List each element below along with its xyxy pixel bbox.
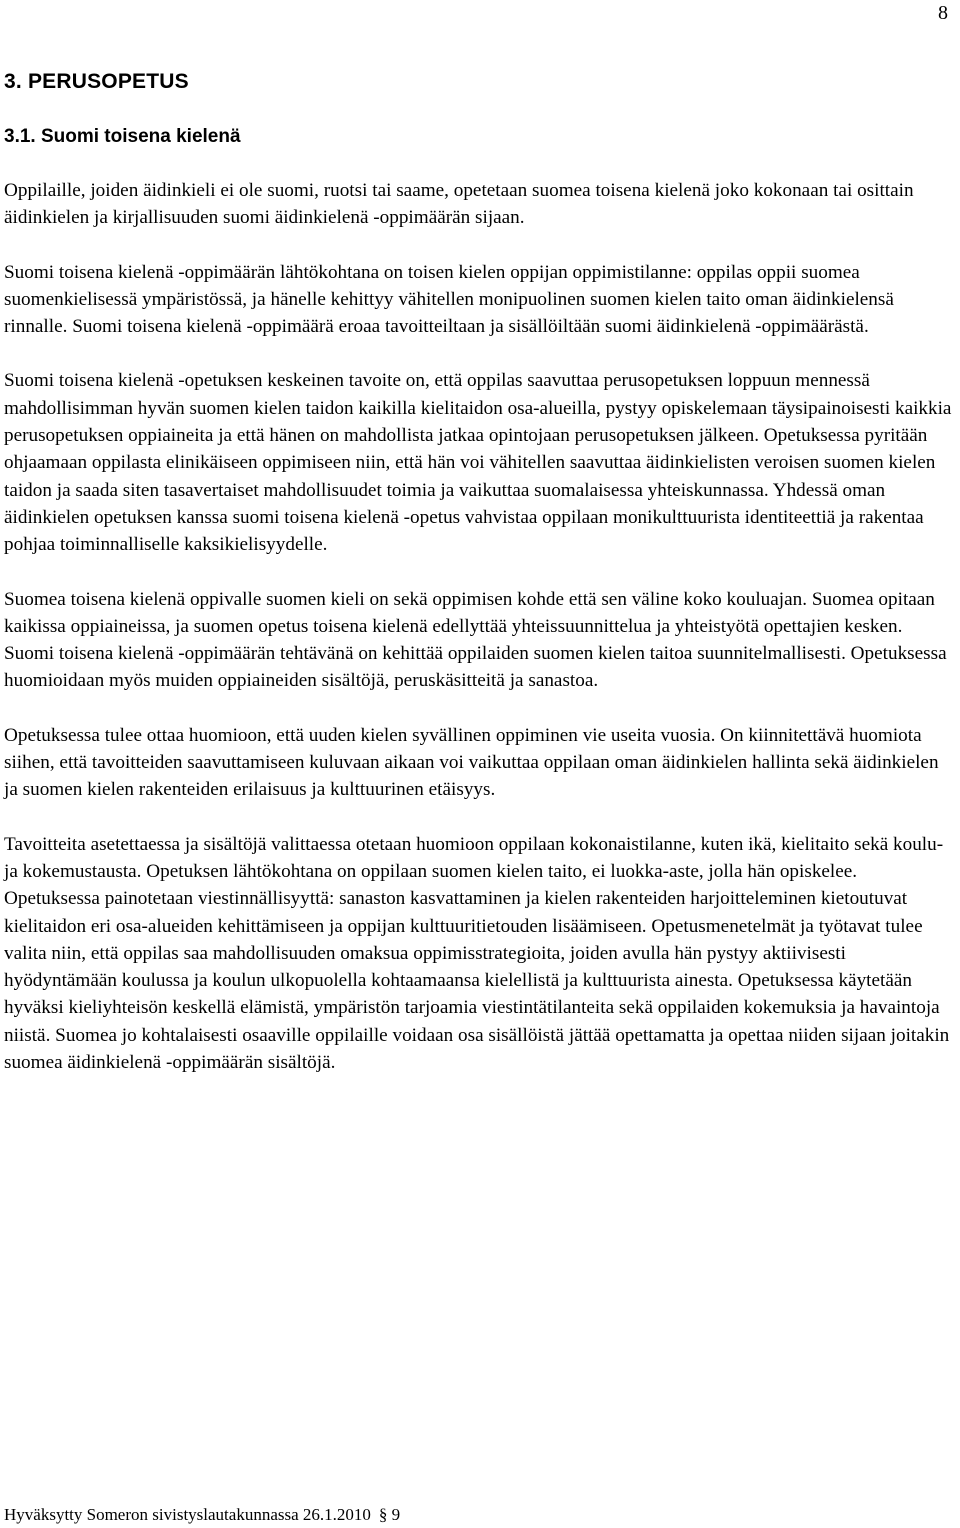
section-heading: 3.1. Suomi toisena kielenä [4, 126, 241, 147]
paragraph: Suomi toisena kielenä -oppimäärän lähtökohtana on toisen kielen oppijan oppimistilanne: oppilas oppii suomea suomenkielisessä ympäristössä, ja hänelle kehittyy vähitellen monipuolinen suomen kielen taito oman äidinkielensä rinnalle. Suomi toisena kielenä -oppimäärä eroaa tavoitteiltaan ja sisällöiltään suomi äidinkielenä -oppimäärästä. [4, 261, 894, 338]
paragraph: Oppilaille, joiden äidinkieli ei ole suomi, ruotsi tai saame, opetetaan suomea toisena kielenä joko kokonaan tai osittain äidinkielen ja kirjallisuuden suomi äidinkielenä -oppimäärän sijaan. [4, 180, 914, 229]
paragraph: Suomi toisena kielenä -opetuksen keskeinen tavoite on, että oppilas saavuttaa perusopetuksen loppuun mennessä mahdollisimman hyvän suomen kielen taidon kaikilla kielitaidon osa-alueilla, pystyy opiskelemaan täysipainoisesti kaikkia perusopetuksen oppiaineita ja että hänen on mahdollista jatkaa opintojaan perusopetuksen jälkeen. Opetuksessa pyritään ohjaamaan oppilasta elinikäiseen oppimiseen niin, että hän voi vähitellen saavuttaa äidinkielisten veroisen suomen kielen taidon ja saada siten tasavertaiset mahdollisuudet toimia ja vaikuttaa suomalaisessa yhteiskunnassa. Yhdessä oman äidinkielen opetuksen kanssa suomi toisena kielenä -opetus vahvistaa oppilaan monikulttuurista identiteettiä ja rakentaa pohjaa toiminnalliselle kaksikielisyydelle. [4, 370, 952, 556]
paragraph: Suomea toisena kielenä oppivalle suomen kieli on sekä oppimisen kohde että sen väline koko kouluajan. Suomea opitaan kaikissa oppiaineissa, ja suomen opetus toisena kielenä edellyttää yhteissuunnittelua ja yhteistyötä opettajien kesken. Suomi toisena kielenä -oppimäärän tehtävänä on kehittää oppilaiden suomen kielen taitoa suunnitelmallisesti. Opetuksessa huomioidaan myös muiden oppiaineiden sisältöjä, peruskäsitteitä ja sanastoa. [4, 588, 947, 692]
approval-note: Hyväksytty Someron sivistyslautakunnassa 26.1.2010 [4, 1505, 371, 1524]
chapter-heading: 3. PERUSOPETUS [4, 70, 189, 93]
body-text [4, 177, 956, 1103]
section-reference: § 9 [378, 1505, 401, 1524]
approval-footer [4, 1505, 400, 1525]
page-number: 8 [938, 2, 948, 24]
paragraph: Opetuksessa tulee ottaa huomioon, että uuden kielen syvällinen oppiminen vie useita vuosia. On kiinnitettävä huomiota siihen, että tavoitteiden saavuttamiseen kuluvaan aikaan voi vaikuttaa oppilaan oman äidinkielen hallinta sekä äidinkielen ja suomen kielen rakenteiden erilaisuus ja kulttuurinen etäisyys. [4, 724, 939, 801]
paragraph: Tavoitteita asetettaessa ja sisältöjä valittaessa otetaan huomioon oppilaan kokonaistilanne, kuten ikä, kielitaito sekä koulu- ja kokemustausta. Opetuksen lähtökohtana on oppilaan suomen kielen taito, ei luokka-aste, jolla hän opiskelee. Opetuksessa painotetaan viestinnällisyyttä: sanaston kasvattaminen ja kielen rakenteiden harjoitteleminen kietoutuvat kielitaidon eri osa-alueiden kehittämiseen ja oppijan kulttuuritietouden lisäämiseen. Opetusmenetelmät ja työtavat tulee valita niin, että oppilas saa mahdollisuuden omaksua oppimisstrategioita, joiden avulla hän pystyy aktiivisesti hyödyntämään koulussa ja koulun ulkopuolella kohtaamaansa kielellistä ja kulttuurista ainesta. Opetuksessa käytetään hyväksi kieliyhteisön keskellä elämistä, ympäristön tarjoamia viestintätilanteita sekä oppilaiden kokemuksia ja havaintoja niistä. Suomea jo kohtalaisesti osaaville oppilaille voidaan osa sisällöistä jättää opettamatta ja opettaa niiden sijaan joitakin suomea äidinkielenä -oppimäärän sisältöjä. [4, 833, 950, 1074]
